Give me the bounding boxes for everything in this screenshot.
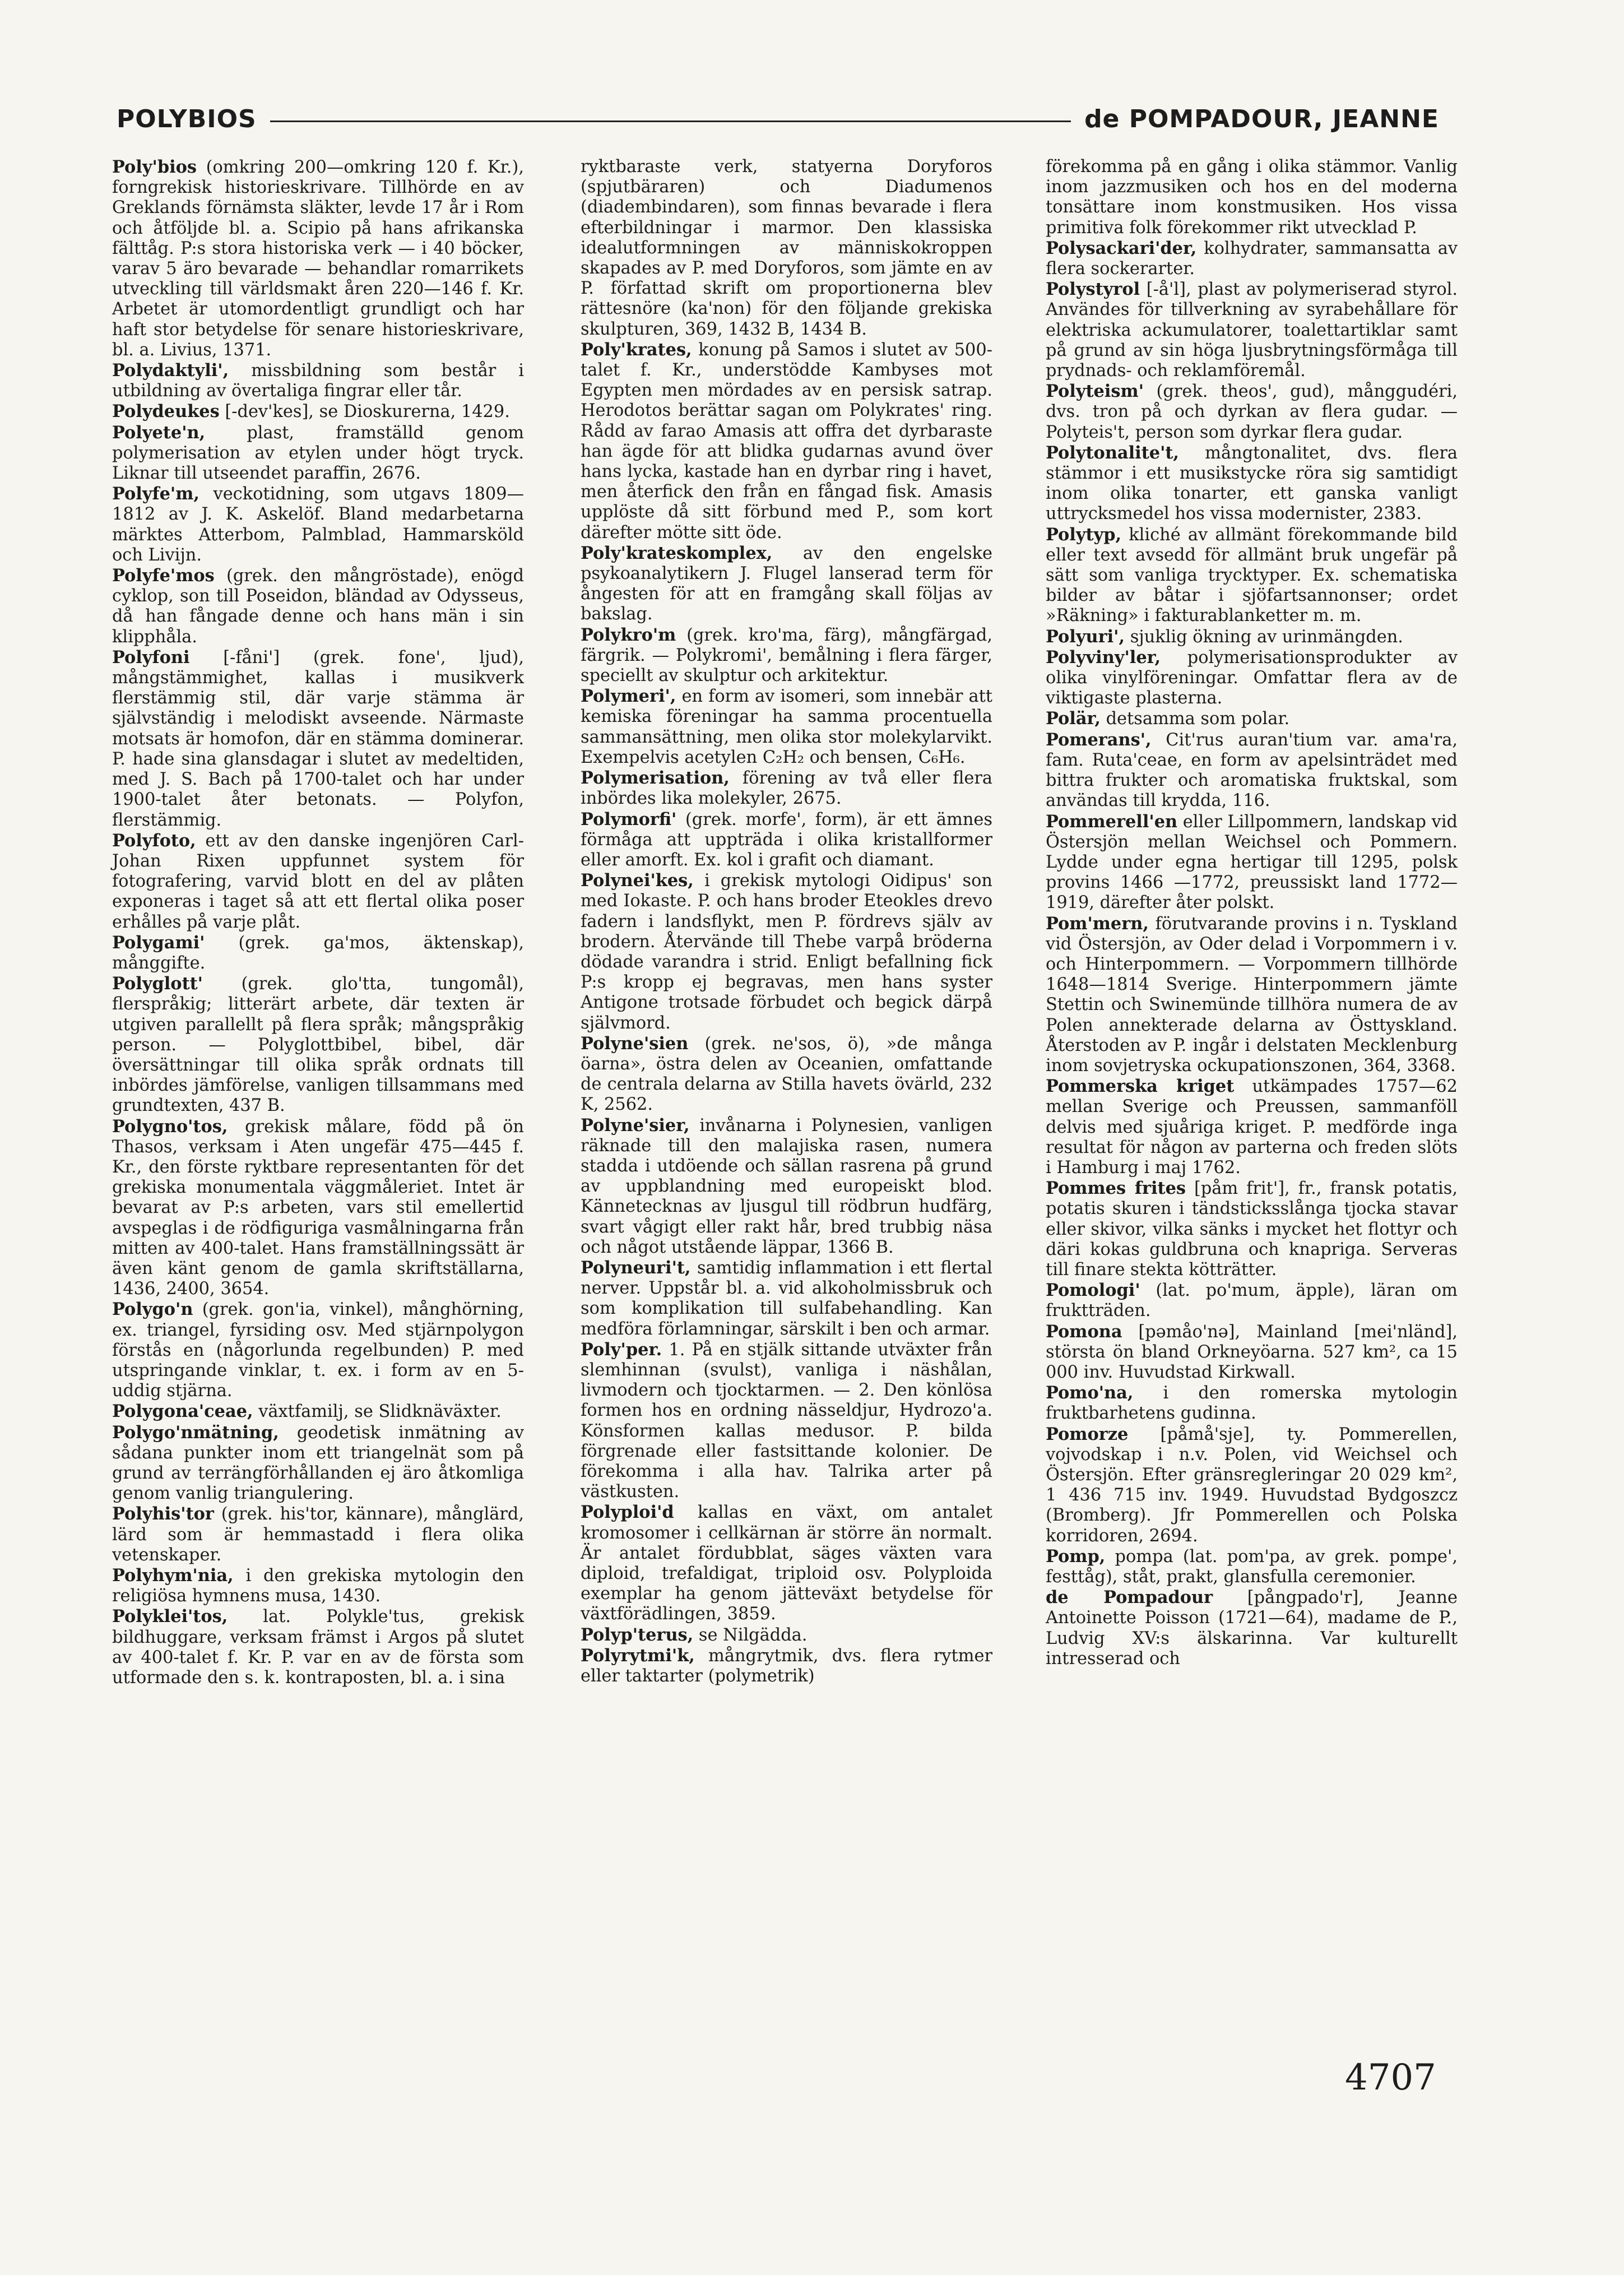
entry-definition: pompa (lat. pom'pa, av grek. pompe', festtåg), ståt, prakt, glansfulla ceremonier.	[1046, 1546, 1458, 1587]
entry-headword: Polygona'ceae,	[112, 1401, 253, 1422]
entry-headword: Polydaktyli',	[112, 360, 229, 381]
dictionary-entry	[1046, 647, 1458, 709]
entry-headword: Polykro'm	[581, 624, 676, 645]
entry-definition: förening av två eller flera inbördes lika molekyler, 2675.	[581, 768, 992, 809]
entry-headword: Polyne'sier,	[581, 1115, 690, 1136]
entry-headword: Polyviny'ler,	[1046, 647, 1161, 668]
entry-headword: Polygno'tos,	[112, 1116, 228, 1137]
entry-headword: Polyete'n,	[112, 422, 206, 443]
entry-definition: i den grekiska mytologin den religiösa hymnens musa, 1430.	[112, 1566, 524, 1606]
page-number: 4707	[1345, 2057, 1436, 2098]
entry-definition: polymerisationsprodukter av olika vinylföreningar. Omfattar flera av de viktigaste plasterna.	[1046, 647, 1458, 708]
column-2	[581, 157, 992, 1686]
entry-headword: Polyfoto,	[112, 830, 196, 851]
entry-definition: [påmå'sje], ty. Pommerellen, vojvodskap i n.v. Polen, vid Weichsel och Östersjön. Efter gränsregleringar 20 029 km², 1 436 715 inv. 1949. Huvudstad Bydgoszcz (Bromberg). Jfr Pommerellen och Polska korridoren, 2694.	[1046, 1424, 1458, 1546]
column-3	[1046, 157, 1458, 1669]
entry-headword: Polytyp,	[1046, 524, 1122, 545]
entry-headword: Polymorfi'	[581, 809, 677, 830]
dictionary-entry	[112, 1504, 524, 1565]
dictionary-entry	[1046, 627, 1458, 647]
dictionary-entry	[581, 1502, 992, 1624]
entry-definition: ett av den danske ingenjören Carl-Johan Rixen uppfunnet system för fotografering, varvid blott en del av plåten exponeras i taget så att ett flertal olika poser erhålles på varje plåt.	[112, 831, 524, 932]
entry-definition: [-dev'kes], se Dioskurerna, 1429.	[219, 402, 510, 422]
entry-headword: Polyploi'd	[581, 1502, 674, 1523]
column-1	[112, 157, 524, 1688]
entry-headword: Pommes frites	[1046, 1178, 1186, 1199]
entry-definition: plast, framställd genom polymerisation av etylen under högt tryck. Liknar till utseendet paraffin, 2676.	[112, 423, 524, 484]
dictionary-entry	[581, 1340, 992, 1503]
entry-headword: Poly'bios	[112, 157, 197, 177]
dictionary-entry	[1046, 730, 1458, 812]
dictionary-entry	[112, 1116, 524, 1300]
dictionary-entry	[1046, 1322, 1458, 1383]
dictionary-entry	[581, 157, 992, 340]
dictionary-entry	[581, 625, 992, 687]
dictionary-entry	[1046, 238, 1458, 279]
dictionary-entry	[1046, 381, 1458, 443]
dictionary-entry	[581, 686, 992, 768]
running-header	[117, 102, 1439, 136]
entry-definition: Cit'rus auran'tium var. ama'ra, fam. Ruta'ceae, en form av apelsinträdet med bittra frukter och aromatiska fruktskal, som användas till krydda, 116.	[1046, 730, 1458, 811]
dictionary-entry	[112, 157, 524, 360]
dictionary-entry	[112, 974, 524, 1116]
entry-headword: Pommerska kriget	[1046, 1076, 1235, 1097]
entry-definition: (grek. glo'tta, tungomål), flerspråkig; litterärt arbete, där texten är utgiven parallellt på flera språk; mångspråkig person. — Polyglottbibel, bibel, där översättningar till olika språk ordnats till inbördes jämförelse, vanligen tillsammans med grundtexten, 437 B.	[112, 974, 524, 1116]
entry-definition: (omkring 200—omkring 120 f. Kr.), forngrekisk historieskrivare. Tillhörde en av Greklands förnämsta släkter, levde 17 år i Rom och åtföljde bl. a. Scipio på hans afrikanska fälttåg. P:s stora historiska verk — i 40 böcker, varav 5 äro bevarade — behandlar romarrikets utveckling till världsmakt åren 220—146 f. Kr. Arbetet är utomordentligt grundligt och har haft stor betydelse för senare historieskrivare, bl. a. Livius, 1371.	[112, 157, 524, 360]
entry-headword: Polyrytmi'k,	[581, 1645, 695, 1666]
dictionary-entry	[1046, 443, 1458, 525]
dictionary-entry	[581, 1625, 992, 1646]
dictionary-entry	[581, 870, 992, 1034]
dictionary-entry	[112, 1565, 524, 1606]
entry-definition: kliché av allmänt förekommande bild eller text avsedd för allmänt bruk ungefär på sätt som vanliga trycktyper. Ex. schematiska bilder av båtar i sjöfartsannonser; ordet »Räkning» i fakturablanketter m. m.	[1046, 525, 1458, 626]
dictionary-entry	[112, 1423, 524, 1504]
entry-definition: växtfamilj, se Slidknäväxter.	[253, 1402, 502, 1422]
entry-definition: (grek. his'tor, kännare), månglärd, lärd som är hemmastadd i flera olika vetenskaper.	[112, 1504, 524, 1565]
entry-definition: konung på Samos i slutet av 500-talet f. Kr., understödde Kambyses mot Egypten men mördades av en persisk satrap. Herodotos berättar sagan om Polykrates' ring. Rådd av farao Amasis att offra det dyrbaraste han ägde för att blidka gudarnas avund över hans lycka, kastade han en dyrbar ring i havet, men återfick den från en fångad fisk. Amasis upplöste då sitt förbund med P., som kort därefter mötte sitt öde.	[581, 340, 992, 543]
dictionary-entry	[1046, 1383, 1458, 1424]
entry-headword: Polyglott'	[112, 974, 203, 994]
entry-definition: [påm frit'], fr., fransk potatis, potatis skuren i tändsticksslånga tjocka stavar eller skivor, vilka sänks i mycket het flottyr och däri kokas guldbruna och knapriga. Serveras till finare stekta kötträtter.	[1046, 1179, 1458, 1280]
entry-headword: Polyneuri't,	[581, 1257, 691, 1278]
entry-definition: förekomma på en gång i olika stämmor. Vanlig inom jazzmusiken och hos en del moderna tonsättare inom konstmusiken. Hos vissa primitiva folk förekommer rikt utvecklad P.	[1046, 157, 1458, 238]
entry-definition: (lat. po'mum, äpple), läran om fruktträden.	[1046, 1281, 1458, 1321]
entry-definition: [pəmåo'nə], Mainland [mei'nländ], största ön bland Orkneyöarna. 527 km², ca 15 000 inv. Huvudstad Kirkwall.	[1046, 1322, 1458, 1382]
entry-headword: Polyuri',	[1046, 626, 1125, 647]
entry-definition: samtidig inflammation i ett flertal nerver. Uppstår bl. a. vid alkoholmissbruk och som komplikation till sulfabehandling. Kan medföra förlamningar, särskilt i ben och armar.	[581, 1258, 992, 1339]
entry-definition: eller Lillpommern, landskap vid Östersjön mellan Weichsel och Pommern. Lydde under egna hertigar till 1295, polsk provins 1466 —1772, preussiskt land 1772—1919, därefter åter polskt.	[1046, 812, 1458, 913]
entry-definition: (grek. morfe', form), är ett ämnes förmåga att uppträda i olika kristallformer eller amorft. Ex. kol i grafit och diamant.	[581, 809, 992, 870]
entry-definition: kallas en växt, om antalet kromosomer i cellkärnan är större än normalt. Är antalet fördubblat, säges växten vara diploid, trefaldigat, triploid osv. Polyploida exemplar ha genom jätteväxt betydelse för växtförädlingen, 3859.	[581, 1503, 992, 1624]
entry-headword: Polynei'kes,	[581, 870, 694, 891]
entry-headword: Polyteism'	[1046, 381, 1144, 402]
entry-definition: (grek. kro'ma, färg), mångfärgad, färgrik. — Polykromi', bemålning i flera färger, speciellt av skulptur och arkitektur.	[581, 625, 992, 686]
entry-headword: Polytonalite't,	[1046, 442, 1179, 463]
entry-headword: Polyp'terus,	[581, 1624, 694, 1645]
dictionary-entry	[1046, 1076, 1458, 1178]
entry-headword: Polyfe'mos	[112, 566, 215, 586]
entry-definition: kolhydrater, sammansatta av flera sockerarter.	[1046, 238, 1458, 279]
entry-definition: [-å'l], plast av polymeriserad styrol. Användes för tillverkning av syrabehållare för elektriska ackumulatorer, toalettartiklar samt på grund av sin höga ljusbrytningsförmåga till prydnads- och reklamföremål.	[1046, 280, 1458, 381]
entry-headword: Polygo'n	[112, 1299, 193, 1320]
dictionary-entry	[581, 1258, 992, 1340]
entry-definition: (grek. ne'sos, ö), »de många öarna», östra delen av Oceanien, omfattande de centrala delarna av Stilla havets övärld, 232 K, 2562.	[581, 1034, 992, 1115]
dictionary-entry	[1046, 1587, 1458, 1669]
entry-headword: Polygami'	[112, 932, 205, 953]
entry-definition: 1. På en stjälk sittande utväxter från slemhinnan (svulst), vanliga i näshålan, livmodern och tjocktarmen. — 2. Den könlösa formen hos en ordning nässeldjur, Hydrozo'a. Könsformen kallas medusor. P. bilda förgrenade eller fastsittande kolonier. De förekomma i alla hav. Talrika arter på västkusten.	[581, 1340, 992, 1502]
entry-headword: Polygo'nmätning,	[112, 1422, 279, 1443]
entry-definition: invånarna i Polynesien, vanligen räknade till den malajiska rasen, numera stadda i utdöende och sällan rasrena på grund av uppblandning med europeiskt blod. Kännetecknas av ljusgul till rödbrun hudfärg, svart vågigt eller rakt hår, bred trubbig näsa och något utstående läppar, 1366 B.	[581, 1115, 992, 1257]
entry-definition: mångtonalitet, dvs. flera stämmor i ett musikstycke röra sig samtidigt inom olika tonarter, ett ganska vanligt uttrycksmedel hos vissa modernister, 2383.	[1046, 443, 1458, 524]
dictionary-entry	[581, 340, 992, 543]
dictionary-entry	[1046, 1178, 1458, 1280]
dictionary-entry	[112, 831, 524, 933]
entry-headword: Pomp,	[1046, 1546, 1106, 1567]
dictionary-entry	[1046, 708, 1458, 729]
dictionary-entry	[581, 809, 992, 871]
dictionary-entry	[1046, 914, 1458, 1077]
entry-definition: [pångpado'r], Jeanne Antoinette Poisson (1721—64), madame de P., Ludvig XV:s älskarinna. Var kulturellt intresserad och	[1046, 1588, 1458, 1669]
entry-headword: Polyhis'tor	[112, 1504, 214, 1525]
dictionary-entry	[1046, 1424, 1458, 1546]
entry-headword: Pomo'na,	[1046, 1383, 1134, 1403]
entry-headword: Pomorze	[1046, 1424, 1129, 1444]
dictionary-entry	[112, 401, 524, 422]
entry-definition: i den romerska mytologin fruktbarhetens gudinna.	[1046, 1383, 1458, 1424]
entry-definition: grekisk målare, född på ön Thasos, verksam i Aten ungefär 475—445 f. Kr., den förste ryktbare representanten för det grekiska monumentala väggmåleriet. Intet är bevarat av P:s arbeten, vars stil emellertid avspeglas i de rödfiguriga vasmålningarna från mitten av 400-talet. Hans framställningssätt är även känt genom de gamla skriftställarna, 1436, 2400, 3654.	[112, 1116, 524, 1299]
dictionary-entry	[112, 566, 524, 647]
entry-headword: Polyfoni	[112, 647, 190, 668]
entry-definition: se Nilgädda.	[693, 1625, 808, 1645]
dictionary-entry	[1046, 525, 1458, 627]
dictionary-entry	[112, 423, 524, 484]
entry-definition: (grek. gon'ia, vinkel), månghörning, ex. triangel, fyrsiding osv. Med stjärnpolygon förstås en (någorlunda regelbunden) P. med utspringande vinklar, t. ex. i form av en 5-uddig stjärna.	[112, 1300, 524, 1401]
dictionary-entry	[112, 647, 524, 831]
entry-headword: de Pompadour	[1046, 1587, 1213, 1608]
entry-headword: Polydeukes	[112, 401, 220, 422]
entry-definition: veckotidning, som utgavs 1809—1812 av J. K. Askelöf. Bland medarbetarna märktes Atterbom, Palmblad, Hammarsköld och Livijn.	[112, 484, 524, 565]
entry-definition: detsamma som polar.	[1100, 709, 1290, 729]
entry-definition: (grek. theos', gud), månggudéri, dvs. tron på och dyrkan av flera gudar. — Polyteis't, person som dyrkar flera gudar.	[1046, 382, 1458, 442]
dictionary-entry	[581, 1034, 992, 1115]
entry-headword: Polystyrol	[1046, 279, 1140, 300]
entry-definition: geodetisk inmätning av sådana punkter inom ett triangelnät som på grund av terrängförhållanden ej äro åtkomliga genom vanlig triangulering.	[112, 1423, 524, 1504]
entry-headword: Polymeri',	[581, 686, 676, 707]
dictionary-entry	[581, 1115, 992, 1258]
entry-headword: Pom'mern,	[1046, 913, 1149, 934]
dictionary-entry	[1046, 812, 1458, 914]
entry-headword: Polysackari'der,	[1046, 238, 1197, 258]
entry-headword: Polymerisation,	[581, 768, 730, 789]
entry-headword: Pomologi'	[1046, 1280, 1140, 1301]
entry-definition: en form av isomeri, som innebär att kemiska föreningar ha samma procentuella sammansättning, men olika stor molekylarvikt. Exempelvis acetylen C₂H₂ och bensen, C₆H₆.	[581, 687, 992, 767]
dictionary-entry	[581, 543, 992, 625]
entry-headword: Poly'krates,	[581, 339, 692, 360]
entry-definition: sjuklig ökning av urinmängden.	[1125, 627, 1403, 647]
header-left-guideword: POLYBIOS	[117, 104, 257, 133]
dictionary-entry	[112, 1299, 524, 1401]
entry-definition: (grek. ga'mos, äktenskap), månggifte.	[112, 933, 524, 973]
entry-headword: Polär,	[1046, 708, 1101, 729]
entry-definition: av den engelske psykoanalytikern J. Flugel lanserad term för ångesten för att en framgång skall följas av bakslag.	[581, 543, 992, 624]
entry-headword: Poly'per.	[581, 1339, 662, 1360]
entry-definition: förutvarande provins i n. Tyskland vid Östersjön, av Oder delad i Vorpommern i v. och Hinterpommern. — Vorpommern tillhörde 1648—1814 Sverige. Hinterpommern jämte Stettin och Swinemünde tillhöra numera de av Polen annekterade delarna av Östtyskland. Återstoden av P. ingår i delstaten Mecklenburg inom sovjetryska ockupationszonen, 364, 3368.	[1046, 914, 1458, 1076]
dictionary-entry	[1046, 1546, 1458, 1587]
entry-definition: i grekisk mytologi Oidipus' son med Iokaste. P. och hans broder Eteokles drevo fadern i landsflykt, men P. fördrevs själv av brodern. Återvände till Thebe varpå bröderna dödade varandra i strid. Enligt befallning fick P:s kropp ej begravas, men hans syster Antigone trotsade förbudet och begick därpå självmord.	[581, 871, 992, 1033]
entry-headword: Polyne'sien	[581, 1033, 689, 1054]
dictionary-entry	[1046, 1280, 1458, 1321]
entry-definition: utkämpades 1757—62 mellan Sverige och Preussen, sammanföll delvis med sjuåriga kriget. P. medförde inga resultat för någon av parterna och freden slöts i Hamburg i maj 1762.	[1046, 1077, 1458, 1178]
dictionary-entry	[112, 484, 524, 566]
dictionary-entry	[1046, 279, 1458, 381]
dictionary-entry	[112, 933, 524, 974]
dictionary-entry	[112, 1401, 524, 1422]
entry-headword: Polyklei'tos,	[112, 1606, 228, 1627]
entry-definition: ryktbaraste verk, statyerna Doryforos (spjutbäraren) och Diadumenos (diadembindaren), som finnas bevarade i flera efterbildningar i marmor. Den klassiska idealutformningen av människokroppen skapades av P. med Doryforos, som jämte en av P. författad skrift om proportionerna blev rättesnöre (ka'non) för den följande grekiska skulpturen, 369, 1432 B, 1434 B.	[581, 157, 992, 339]
dictionary-entry	[112, 360, 524, 401]
entry-headword: Pommerell'en	[1046, 811, 1178, 832]
entry-definition: mångrytmik, dvs. flera rytmer eller taktarter (polymetrik)	[581, 1646, 992, 1686]
entry-definition: missbildning som består i utbildning av övertaliga fingrar eller tår.	[112, 361, 524, 401]
dictionary-entry	[581, 1646, 992, 1686]
dictionary-entry	[112, 1606, 524, 1688]
header-rule	[270, 121, 1071, 122]
dictionary-entry	[1046, 157, 1458, 238]
entry-headword: Pomerans',	[1046, 729, 1152, 750]
header-right-guideword: de POMPADOUR, JEANNE	[1084, 104, 1439, 133]
entry-headword: Polyhym'nia,	[112, 1565, 234, 1586]
entry-headword: Polyfe'm,	[112, 484, 199, 504]
entry-headword: Pomona	[1046, 1321, 1122, 1342]
entry-headword: Poly'krateskomplex,	[581, 543, 773, 563]
entry-definition: (grek. den mångröstade), enögd cyklop, son till Poseidon, bländad av Odysseus, då han fångade denne och hans män i sin klipphåla.	[112, 566, 524, 647]
dictionary-entry	[581, 768, 992, 809]
entry-definition: [-fåni'] (grek. fone', ljud), mångstämmighet, kallas i musikverk flerstämmig stil, där varje stämma är självständig i melodiskt avseende. Närmaste motsats är homofon, där en stämma dominerar. P. hade sina glansdagar i slutet av medeltiden, med J. S. Bach på 1700-talet och har under 1900-talet åter betonats. — Polyfon, flerstämmig.	[112, 647, 524, 830]
entry-definition: lat. Polykle'tus, grekisk bildhuggare, verksam främst i Argos på slutet av 400-talet f. Kr. P. var en av de första som utformade den s. k. kontraposten, bl. a. i sina	[112, 1607, 524, 1688]
